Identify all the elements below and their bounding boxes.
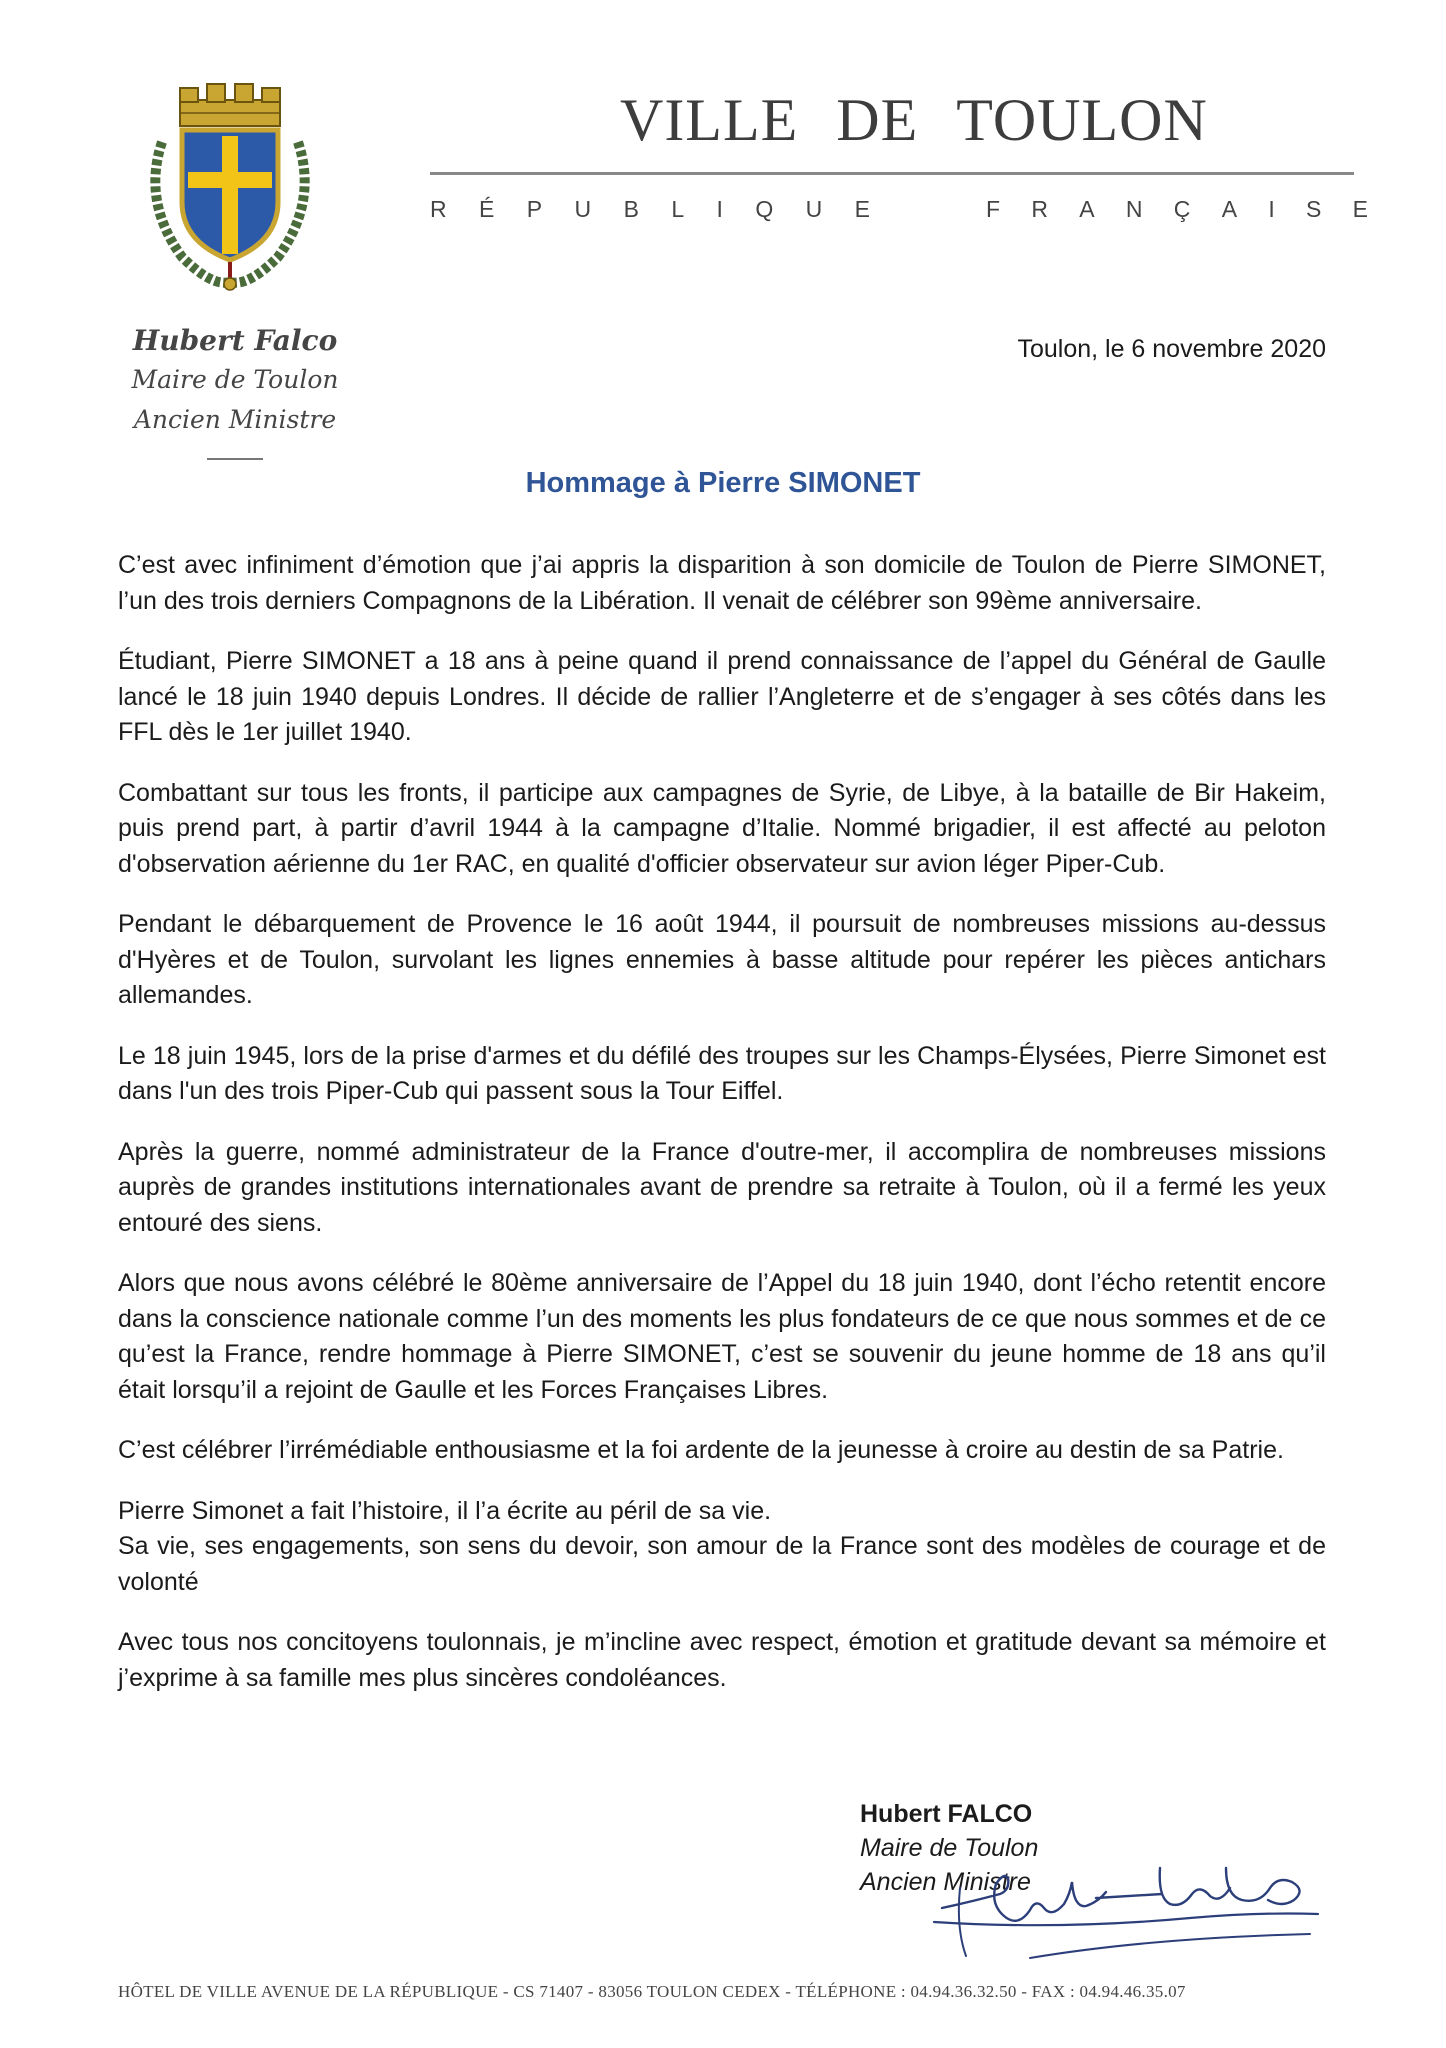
- document-title: Hommage à Pierre SIMONET: [525, 467, 921, 499]
- spaced-letter: N: [1125, 196, 1143, 222]
- city-word-1: VILLE: [620, 87, 799, 153]
- spaced-letter: F: [986, 196, 1001, 222]
- spaced-letter: A: [1221, 196, 1238, 222]
- signatory-title: Ancien Ministre: [860, 1868, 1031, 1896]
- paragraph: C’est avec infiniment d’émotion que j’ai appris la disparition à son domicile de Toulon de Pierre SIMONET, l’un des trois derniers Compagnons de la Libération. Il venait de célébrer son 99ème anniversaire.: [118, 551, 1326, 615]
- francaise-word: [986, 196, 1368, 223]
- handwritten-signature: [930, 1838, 1322, 1962]
- sender-title: Ancien Ministre: [133, 405, 337, 434]
- paragraph: Après la guerre, nommé administrateur de la France d'outre-mer, il accomplira de nombreuses missions auprès de grandes institutions internationales avant de prendre sa retraite à Toulon, où il a fermé les yeux entouré des siens.: [118, 1137, 1326, 1237]
- city-word-2: DE: [836, 87, 919, 153]
- paragraph: Combattant sur tous les fronts, il participe aux campagnes de Syrie, de Libye, à la bataille de Bir Hakeim, puis prend part, à partir d’avril 1944 à la campagne d’Italie. Nommé brigadier, il est affecté au peloton d'observation aérienne du 1er RAC, en qualité d'officier observateur sur avion léger Piper-Cub.: [118, 778, 1326, 878]
- paragraph: Avec tous nos concitoyens toulonnais, je m’incline avec respect, émotion et gratitude devant sa mémoire et j’exprime à sa famille mes plus sincères condoléances.: [118, 1628, 1326, 1692]
- sender-name: Hubert Falco: [132, 324, 338, 357]
- spaced-letter: A: [1079, 196, 1095, 222]
- letterhead-rule: [430, 172, 1354, 175]
- paragraph: Pierre Simonet a fait l’histoire, il l’a écrite au péril de sa vie.: [118, 1496, 772, 1525]
- paragraph: Pendant le débarquement de Provence le 16 août 1944, il poursuit de nombreuses missions au-dessus d'Hyères et de Toulon, survolant les lignes ennemies à basse altitude pour repérer les pièces antichars allemandes.: [118, 910, 1326, 1009]
- letterhead-city: [430, 86, 1360, 155]
- spaced-letter: B: [623, 196, 639, 222]
- spaced-letter: R: [1031, 196, 1048, 222]
- spaced-letter: Ç: [1173, 196, 1191, 222]
- spaced-letter: R: [430, 196, 447, 222]
- spaced-letter: S: [1305, 196, 1322, 222]
- spaced-letter: É: [479, 196, 495, 222]
- spaced-letter: L: [671, 196, 685, 222]
- paragraph: Sa vie, ses engagements, son sens du devoir, son amour de la France sont des modèles de courage et de volonté: [118, 1532, 1326, 1596]
- spaced-letter: E: [854, 196, 870, 222]
- sender-divider: [207, 458, 263, 460]
- spaced-letter: I: [716, 196, 723, 222]
- paragraph: Alors que nous avons célébré le 80ème anniversaire de l’Appel du 18 juin 1940, dont l’écho retentit encore dans la conscience nationale comme l’un des moments les plus fondateurs de ce que nous sommes et de ce qu’est la France, rendre hommage à Pierre SIMONET, c’est se souvenir du jeune homme de 18 ans qu’il était lorsqu’il a rejoint de Gaulle et les Forces Françaises Libres.: [118, 1269, 1326, 1404]
- republic-word: [430, 196, 870, 223]
- paragraph: C’est célébrer l’irrémédiable enthousiasme et la foi ardente de la jeunesse à croire au destin de sa Patrie.: [118, 1436, 1284, 1464]
- sender-role: Maire de Toulon: [131, 365, 339, 394]
- letterhead-republic: [430, 196, 1368, 223]
- city-word-3: TOULON: [956, 87, 1208, 153]
- paragraph: Le 18 juin 1945, lors de la prise d'armes et du défilé des troupes sur les Champs-Élysées, Pierre Simonet est dans l'un des trois Piper-Cub qui passent sous la Tour Eiffel.: [118, 1041, 1326, 1105]
- spaced-letter: U: [805, 196, 823, 222]
- signatory-role: Maire de Toulon: [860, 1834, 1039, 1862]
- spaced-letter: E: [1352, 196, 1368, 222]
- spaced-letter: I: [1268, 196, 1275, 222]
- sender-block: [100, 322, 370, 460]
- letter-footer: HÔTEL DE VILLE AVENUE DE LA RÉPUBLIQUE - CS 71407 - 83056 TOULON CEDEX - TÉLÉPHONE : 04.94.36.32.50 - FAX : 04.94.46.35.07: [118, 1982, 1186, 2001]
- spaced-letter: P: [526, 196, 543, 222]
- spaced-letter: U: [574, 196, 592, 222]
- spaced-letter: Q: [755, 196, 774, 222]
- letter-date: Toulon, le 6 novembre 2020: [1017, 335, 1326, 363]
- signatory-name: Hubert FALCO: [860, 1800, 1033, 1828]
- letter-body: [118, 548, 1326, 1721]
- toulon-coat-of-arms: [142, 82, 318, 294]
- paragraph: Étudiant, Pierre SIMONET a 18 ans à peine quand il prend connaissance de l’appel du Général de Gaulle lancé le 18 juin 1940 depuis Londres. Il décide de rallier l’Angleterre et de s’engager à ses côtés dans les FFL dès le 1er juillet 1940.: [118, 647, 1326, 746]
